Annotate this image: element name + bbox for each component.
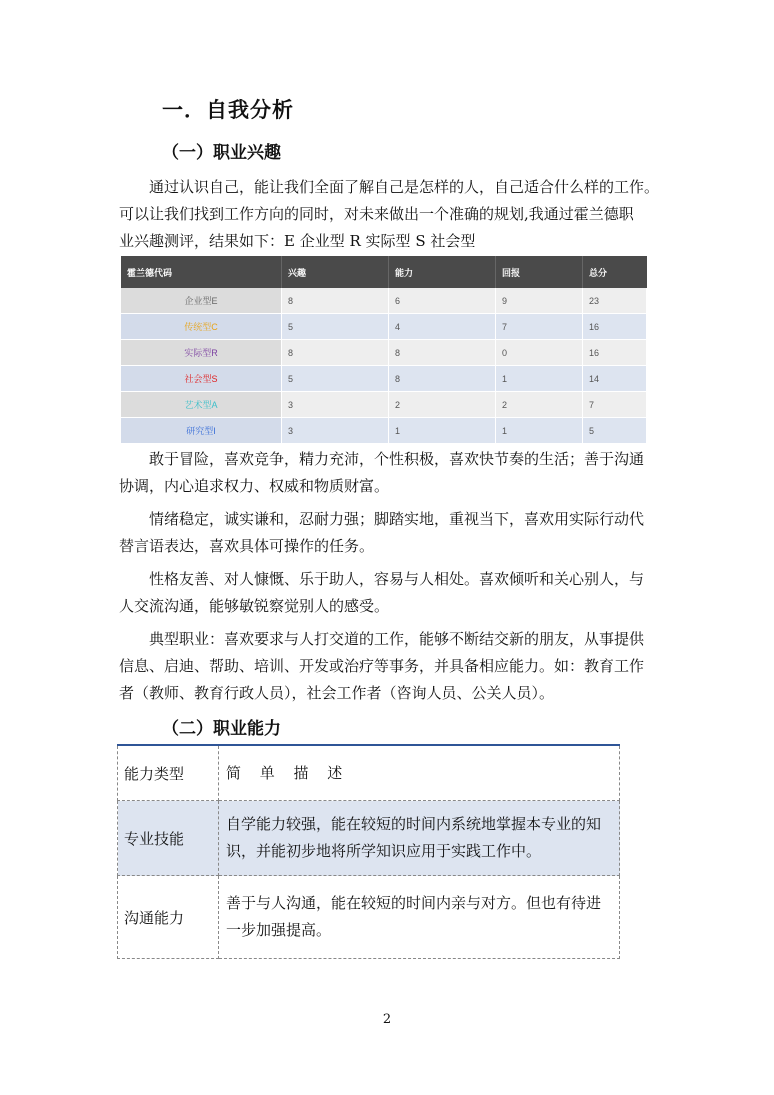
desc-line: 识，并能初步地将所学知识应用于实践工作中。 [226, 842, 542, 860]
header-text: 简 单 描 述 [226, 763, 350, 782]
header-cell: 兴趣 [282, 256, 389, 288]
table-row [121, 366, 647, 392]
score-cell: 7 [496, 314, 583, 340]
holland-code-cell: 社会型S [121, 366, 282, 392]
ability-desc-cell [219, 801, 620, 876]
paragraph-line: 信息、启迪、帮助、培训、开发或治疗等事务，并具备相应能力。如：教育工作 [119, 657, 645, 675]
score-cell: 8 [282, 340, 389, 366]
table-row [121, 418, 647, 444]
score-cell: 3 [282, 392, 389, 418]
score-cell: 7 [583, 392, 647, 418]
ability-table [117, 744, 620, 959]
score-cell: 4 [389, 314, 496, 340]
section-title-ability: （二）职业能力 [162, 719, 281, 739]
score-cell: 5 [282, 314, 389, 340]
score-cell: 23 [583, 288, 647, 314]
table-header-row [118, 745, 620, 801]
section-title-interest: （一）职业兴趣 [162, 143, 281, 163]
score-cell: 1 [496, 418, 583, 444]
score-cell: 8 [389, 340, 496, 366]
header-cell: 总分 [583, 256, 647, 288]
paragraph-line: 人交流沟通，能够敏锐察觉别人的感受。 [119, 597, 390, 615]
typical-jobs-paragraph [119, 626, 659, 707]
header-cell: 能力 [389, 256, 496, 288]
paragraph-line: 协调，内心追求权力、权威和物质财富。 [119, 477, 390, 495]
paragraph-line: 情绪稳定，诚实谦和，忍耐力强；脚踏实地，重视当下，喜欢用实际行动代 [149, 510, 645, 528]
score-cell: 8 [282, 288, 389, 314]
header-cell: 能力类型 [118, 745, 219, 801]
page-heading: 一．自我分析 [162, 98, 294, 122]
score-cell: 16 [583, 340, 647, 366]
desc-line: 自学能力较强，能在较短的时间内系统地掌握本专业的知 [226, 815, 602, 833]
realistic-paragraph [119, 506, 659, 560]
score-cell: 14 [583, 366, 647, 392]
score-cell: 2 [496, 392, 583, 418]
intro-line: 业兴趣测评，结果如下：E 企业型 R 实际型 S 社会型 [119, 232, 476, 250]
holland-code-cell: 实际型R [121, 340, 282, 366]
paragraph-line: 敢于冒险，喜欢竞争，精力充沛，个性积极，喜欢快节奏的生活；善于沟通 [149, 450, 645, 468]
ability-type-cell: 沟通能力 [118, 876, 219, 959]
desc-line: 善于与人沟通，能在较短的时间内亲与对方。但也有待进 [226, 894, 602, 912]
table-header-row [121, 256, 647, 288]
header-cell: 回报 [496, 256, 583, 288]
score-cell: 5 [282, 366, 389, 392]
ability-type-cell: 专业技能 [118, 801, 219, 876]
score-cell: 3 [282, 418, 389, 444]
holland-code-cell: 传统型C [121, 314, 282, 340]
holland-code-cell: 研究型I [121, 418, 282, 444]
score-cell: 1 [496, 366, 583, 392]
score-cell: 0 [496, 340, 583, 366]
paragraph-line: 性格友善、对人慷慨、乐于助人，容易与人相处。喜欢倾听和关心别人，与 [149, 570, 645, 588]
holland-code-cell: 企业型E [121, 288, 282, 314]
paragraph-line: 典型职业：喜欢要求与人打交道的工作，能够不断结交新的朋友，从事提供 [149, 630, 645, 648]
holland-code-table [121, 256, 647, 444]
score-cell: 1 [389, 418, 496, 444]
table-row [121, 392, 647, 418]
table-row [118, 876, 620, 959]
score-cell: 16 [583, 314, 647, 340]
ability-desc-cell [219, 876, 620, 959]
intro-line: 可以让我们找到工作方向的同时，对未来做出一个准确的规划,我通过霍兰德职 [119, 205, 634, 223]
intro-paragraph [119, 174, 659, 255]
score-cell: 9 [496, 288, 583, 314]
header-cell [219, 745, 620, 801]
score-cell: 2 [389, 392, 496, 418]
score-cell: 8 [389, 366, 496, 392]
paragraph-line: 替言语表达，喜欢具体可操作的任务。 [119, 537, 375, 555]
holland-code-cell: 艺术型A [121, 392, 282, 418]
page-number: 2 [382, 1012, 392, 1027]
score-cell: 5 [583, 418, 647, 444]
intro-line: 通过认识自己，能让我们全面了解自己是怎样的人，自己适合什么样的工作。 [149, 178, 660, 196]
enterprise-paragraph [119, 446, 659, 500]
social-paragraph [119, 566, 659, 620]
table-row [121, 288, 647, 314]
header-cell: 霍兰德代码 [121, 256, 282, 288]
score-cell: 6 [389, 288, 496, 314]
table-row [118, 801, 620, 876]
table-row [121, 340, 647, 366]
desc-line: 一步加强提高。 [226, 921, 332, 939]
table-row [121, 314, 647, 340]
paragraph-line: 者（教师、教育行政人员），社会工作者（咨询人员、公关人员）。 [119, 684, 555, 702]
